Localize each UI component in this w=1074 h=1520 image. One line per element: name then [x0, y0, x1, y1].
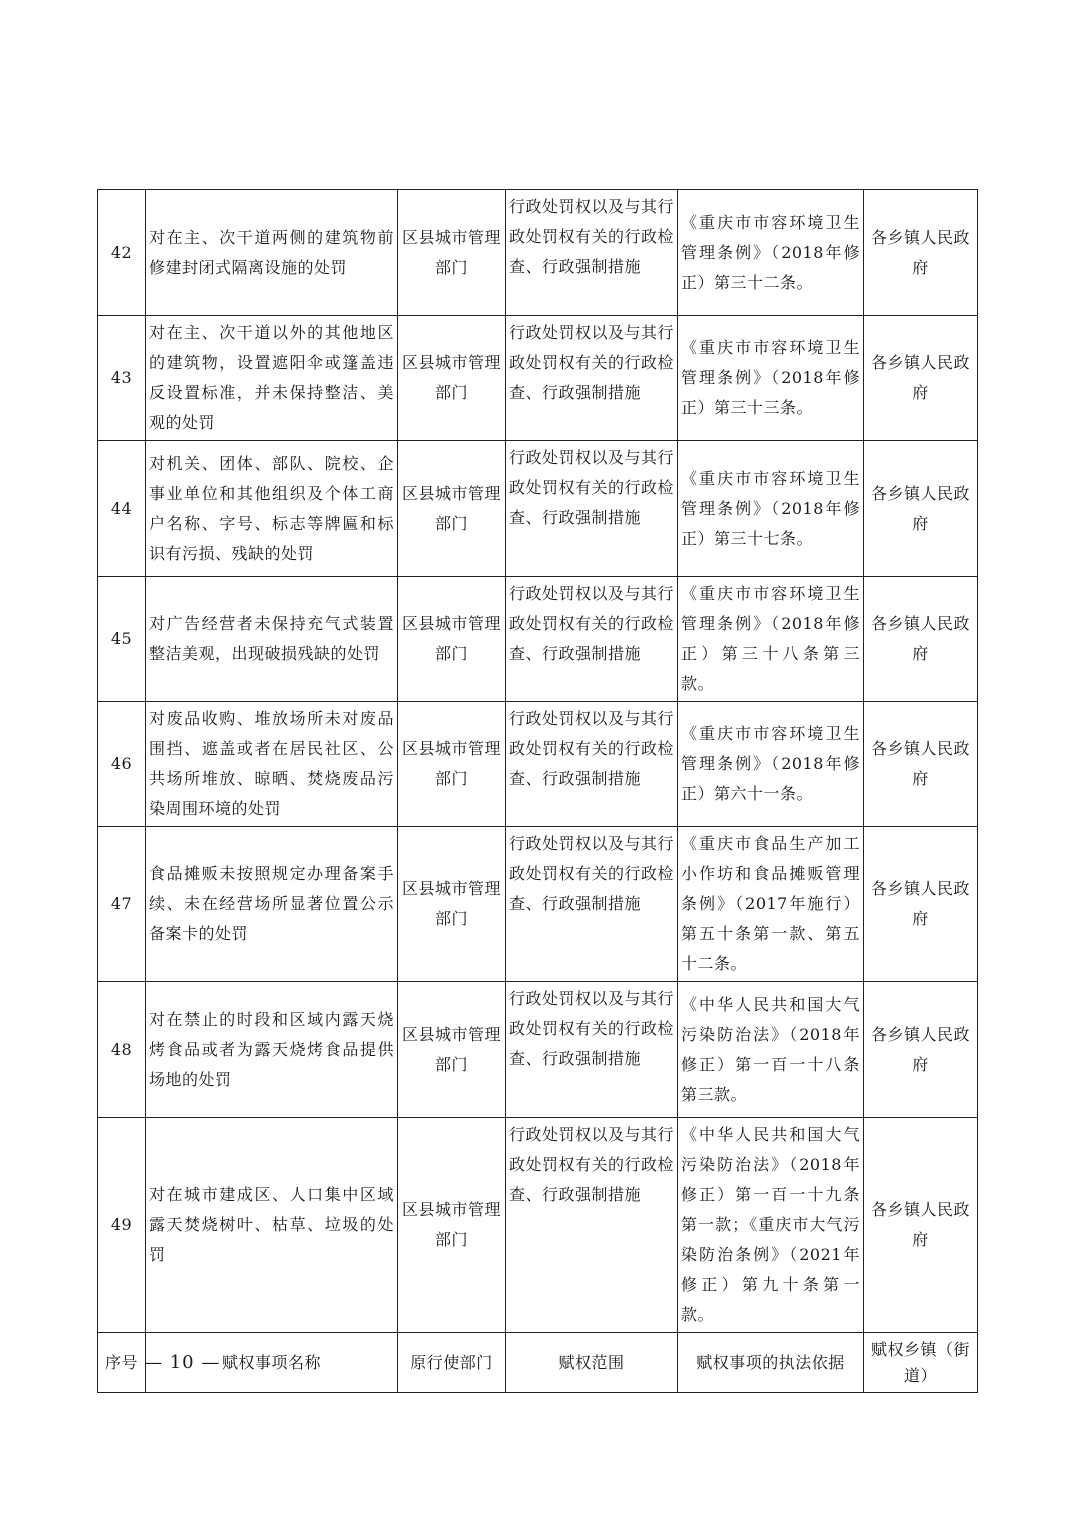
authority-scope: 行政处罚权以及与其行政处罚权有关的行政检查、行政强制措施 [506, 982, 678, 1118]
item-name: 对废品收购、堆放场所未对废品围挡、遮盖或者在居民社区、公共场所堆放、晾晒、焚烧废品污染周围环境的处罚 [146, 702, 398, 827]
table-row [98, 577, 978, 702]
row-number: 48 [98, 982, 146, 1118]
legal-basis: 《重庆市市容环境卫生管理条例》（2018年修正）第三十七条。 [678, 441, 864, 577]
authorized-town: 各乡镇人民政府 [864, 316, 978, 441]
authorized-town: 各乡镇人民政府 [864, 827, 978, 982]
page-number: — 10 — [144, 1352, 221, 1373]
original-department: 区县城市管理部门 [398, 1118, 506, 1333]
header-department: 原行使部门 [398, 1333, 506, 1393]
legal-basis: 《重庆市市容环境卫生管理条例》（2018年修正）第三十三条。 [678, 316, 864, 441]
table-row [98, 316, 978, 441]
legal-basis: 《中华人民共和国大气污染防治法》（2018年修正）第一百一十八条第三款。 [678, 982, 864, 1118]
authority-scope: 行政处罚权以及与其行政处罚权有关的行政检查、行政强制措施 [506, 1118, 678, 1333]
authority-scope: 行政处罚权以及与其行政处罚权有关的行政检查、行政强制措施 [506, 190, 678, 316]
item-name: 对在禁止的时段和区域内露天烧烤食品或者为露天烧烤食品提供场地的处罚 [146, 982, 398, 1118]
original-department: 区县城市管理部门 [398, 827, 506, 982]
row-number: 44 [98, 441, 146, 577]
original-department: 区县城市管理部门 [398, 702, 506, 827]
authorized-town: 各乡镇人民政府 [864, 441, 978, 577]
authorized-town: 各乡镇人民政府 [864, 577, 978, 702]
item-name: 对在主、次干道以外的其他地区的建筑物，设置遮阳伞或篷盖违反设置标准，并未保持整洁、美观的处罚 [146, 316, 398, 441]
table-row [98, 190, 978, 316]
header-scope: 赋权范围 [506, 1333, 678, 1393]
table-header-row [98, 1333, 978, 1393]
authorized-town: 各乡镇人民政府 [864, 190, 978, 316]
authority-table [97, 189, 978, 1393]
row-number: 42 [98, 190, 146, 316]
item-name: 食品摊贩未按照规定办理备案手续、未在经营场所显著位置公示备案卡的处罚 [146, 827, 398, 982]
original-department: 区县城市管理部门 [398, 190, 506, 316]
original-department: 区县城市管理部门 [398, 577, 506, 702]
item-name: 对在主、次干道两侧的建筑物前修建封闭式隔离设施的处罚 [146, 190, 398, 316]
legal-basis: 《重庆市食品生产加工小作坊和食品摊贩管理条例》（2017年施行）第五十条第一款、第五十二条。 [678, 827, 864, 982]
row-number: 47 [98, 827, 146, 982]
authority-scope: 行政处罚权以及与其行政处罚权有关的行政检查、行政强制措施 [506, 441, 678, 577]
table-row [98, 441, 978, 577]
row-number: 46 [98, 702, 146, 827]
legal-basis: 《重庆市市容环境卫生管理条例》（2018年修正）第三十二条。 [678, 190, 864, 316]
header-item-name: 赋权事项名称 [146, 1333, 398, 1393]
authorized-town: 各乡镇人民政府 [864, 1118, 978, 1333]
authority-scope: 行政处罚权以及与其行政处罚权有关的行政检查、行政强制措施 [506, 577, 678, 702]
legal-basis: 《中华人民共和国大气污染防治法》（2018年修正）第一百一十九条第一款；《重庆市大气污染防治条例》（2021年修正）第九十条第一款。 [678, 1118, 864, 1333]
row-number: 49 [98, 1118, 146, 1333]
table-row [98, 1118, 978, 1333]
original-department: 区县城市管理部门 [398, 316, 506, 441]
table-row [98, 702, 978, 827]
item-name: 对广告经营者未保持充气式装置整洁美观，出现破损残缺的处罚 [146, 577, 398, 702]
authority-scope: 行政处罚权以及与其行政处罚权有关的行政检查、行政强制措施 [506, 316, 678, 441]
authorized-town: 各乡镇人民政府 [864, 702, 978, 827]
header-basis: 赋权事项的执法依据 [678, 1333, 864, 1393]
legal-basis: 《重庆市市容环境卫生管理条例》（2018年修正）第六十一条。 [678, 702, 864, 827]
header-number: 序号 [98, 1333, 146, 1393]
original-department: 区县城市管理部门 [398, 982, 506, 1118]
authority-scope: 行政处罚权以及与其行政处罚权有关的行政检查、行政强制措施 [506, 702, 678, 827]
item-name: 对在城市建成区、人口集中区域露天焚烧树叶、枯草、垃圾的处罚 [146, 1118, 398, 1333]
legal-basis: 《重庆市市容环境卫生管理条例》（2018年修正）第三十八条第三款。 [678, 577, 864, 702]
authority-scope: 行政处罚权以及与其行政处罚权有关的行政检查、行政强制措施 [506, 827, 678, 982]
table-row [98, 982, 978, 1118]
original-department: 区县城市管理部门 [398, 441, 506, 577]
row-number: 43 [98, 316, 146, 441]
authorized-town: 各乡镇人民政府 [864, 982, 978, 1118]
header-town: 赋权乡镇（街道） [864, 1333, 978, 1393]
row-number: 45 [98, 577, 146, 702]
table-row [98, 827, 978, 982]
item-name: 对机关、团体、部队、院校、企事业单位和其他组织及个体工商户名称、字号、标志等牌匾和标识有污损、残缺的处罚 [146, 441, 398, 577]
